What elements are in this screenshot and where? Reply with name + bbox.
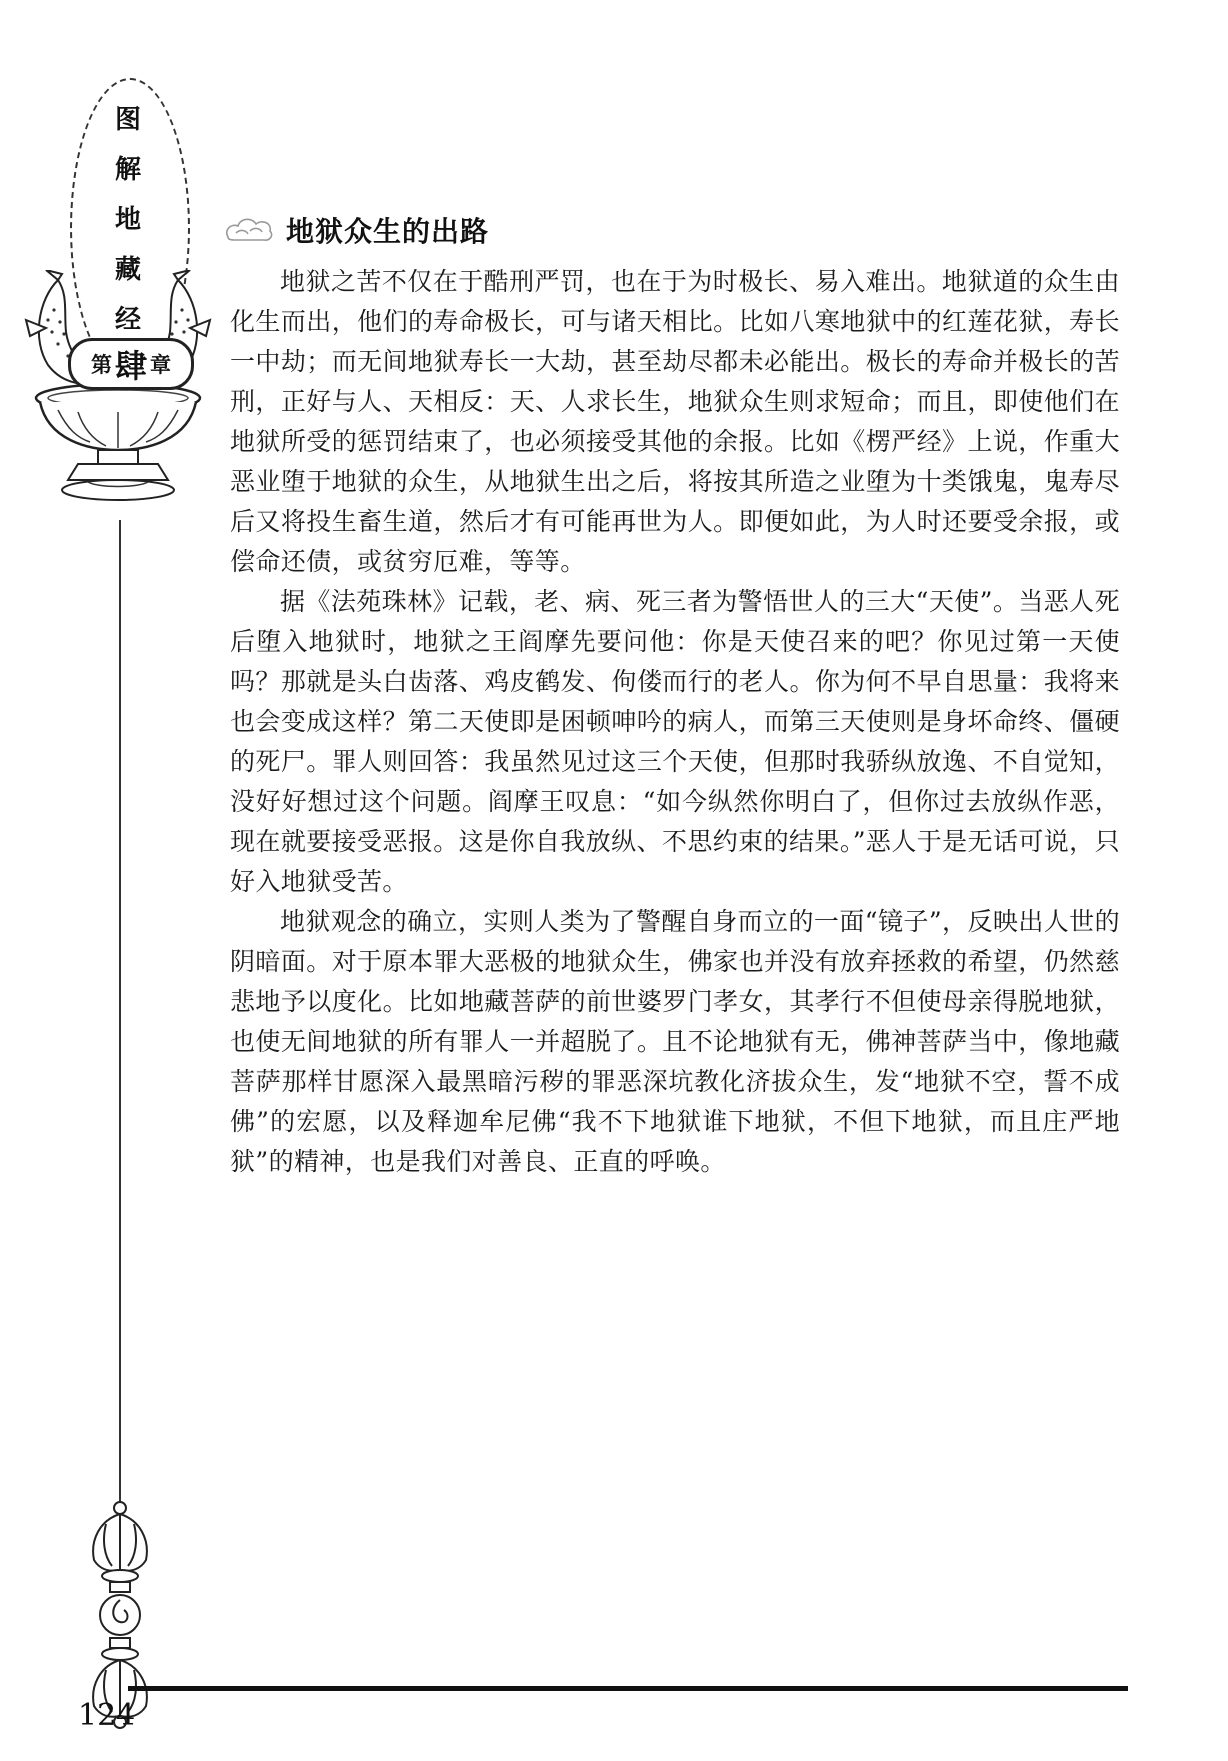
book-title-char: 解: [114, 155, 141, 185]
section-heading-row: [222, 205, 489, 255]
vajra-ornament-icon: [80, 1500, 160, 1730]
section-heading: 地狱众生的出路: [286, 215, 490, 248]
book-title-char: 地: [114, 205, 141, 235]
body-text: [230, 262, 1120, 1182]
paragraph: 地狱观念的确立，实则人类为了警醒自身而立的一面“镜子”，反映出人世的阴暗面。对于原本罪大恶极的地狱众生，佛家也并没有放弃拯救的希望，仍然慈悲地予以度化。比如地藏菩萨的前世婆罗门孝女，其孝行不但使母亲得脱地狱，也使无间地狱的所有罪人一并超脱了。且不论地狱有无，佛神菩萨当中，像地藏菩萨那样甘愿深入最黑暗污秽的罪恶深坑教化济拔众生，发“地狱不空，誓不成佛”的宏愿，以及释迦牟尼佛“我不下地狱谁下地狱，不但下地狱，而且庄严地狱”的精神，也是我们对善良、正直的呼唤。: [230, 907, 1120, 1176]
book-title-char: 图: [114, 105, 141, 135]
chapter-number: 肆: [114, 347, 147, 385]
chapter-prefix: 第: [90, 353, 112, 377]
sidebar-vertical-rule: [119, 520, 121, 1520]
double-fish-lotus-emblem-icon: [18, 270, 218, 520]
sidebar: [0, 0, 220, 1761]
book-title-char: 藏: [114, 255, 141, 285]
paragraph: 据《法苑珠林》记载，老、病、死三者为警悟世人的三大“天使”。当恶人死后堕入地狱时，地狱之王阎摩先要问他：你是天使召来的吧？你见过第一天使吗？那就是头白齿落、鸡皮鹤发、佝偻而行的老人。你为何不早自思量：我将来也会变成这样？第二天使即是困顿呻吟的病人，而第三天使则是身坏命终、僵硬的死尸。罪人则回答：我虽然见过这三个天使，但那时我骄纵放逸、不自觉知，没好好想过这个问题。阎摩王叹息：“如今纵然你明白了，但你过去放纵作恶，现在就要接受恶报。这是你自我放纵、不思约束的结果。”恶人于是无话可说，只好入地狱受苦。: [230, 587, 1120, 896]
page-number: 124: [78, 1698, 136, 1733]
chapter-badge: [68, 338, 194, 390]
cloud-icon: [222, 213, 276, 247]
book-title-char: 经: [114, 305, 141, 335]
footer-rule: [128, 1686, 1128, 1691]
chapter-suffix: 章: [150, 353, 171, 377]
paragraph: 地狱之苦不仅在于酷刑严罚，也在于为时极长、易入难出。地狱道的众生由化生而出，他们的寿命极长，可与诸天相比。比如八寒地狱中的红莲花狱，寿长一中劫；而无间地狱寿长一大劫，甚至劫尽都未必能出。极长的寿命并极长的苦刑，正好与人、天相反：天、人求长生，地狱众生则求短命；而且，即使他们在地狱所受的惩罚结束了，也必须接受其他的余报。比如《楞严经》上说，作重大恶业堕于地狱的众生，从地狱生出之后，将按其所造之业堕为十类饿鬼，鬼寿尽后又将投生畜生道，然后才有可能再世为人。即便如此，为人时还要受余报，或偿命还债，或贫穷厄难，等等。: [230, 267, 1120, 576]
